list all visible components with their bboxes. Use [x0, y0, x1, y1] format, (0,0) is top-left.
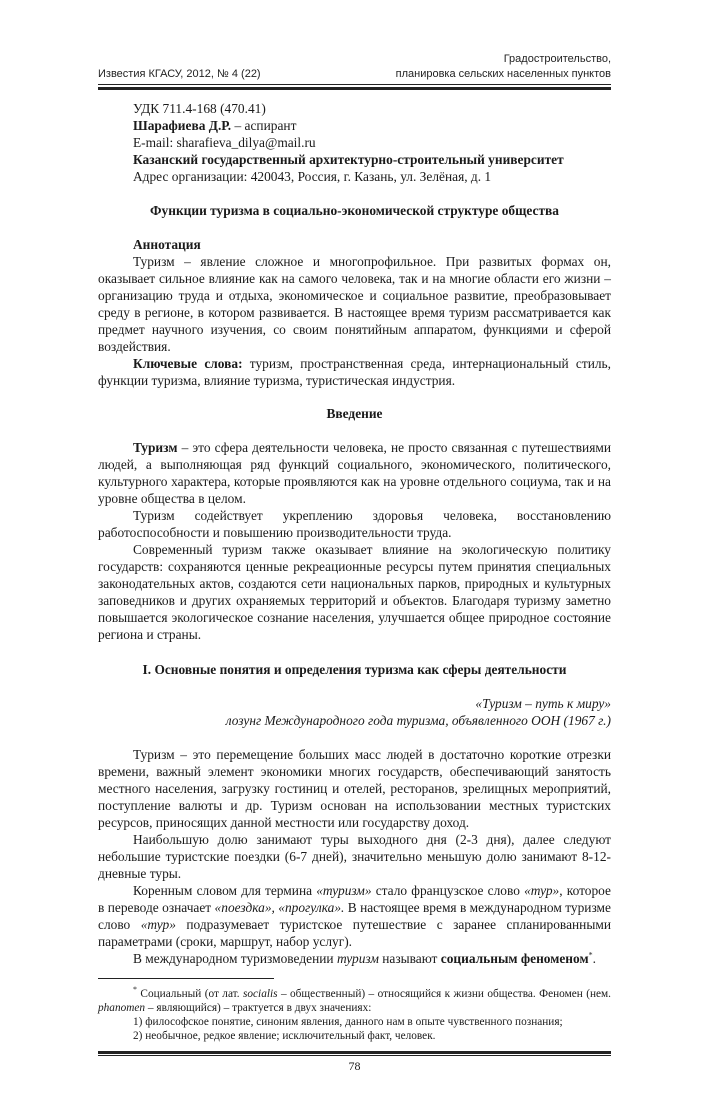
article-title: Функции туризма в социально-экономической структуре общества [150, 203, 559, 218]
section1-heading: I. Основные понятия и определения туризма как сферы деятельности [142, 662, 567, 677]
section-header [396, 52, 611, 82]
fn-german-term: phanomen [98, 1002, 146, 1014]
intro-paragraph-2: Туризм содействует укреплению здоровья человека, восстановлению работоспособности и повышению производительности труда. [98, 508, 611, 540]
running-header [98, 52, 611, 82]
footer-rules [98, 1051, 611, 1056]
author-name: Шарафиева Д.Р. [133, 118, 232, 133]
footer-rule-thick [98, 1051, 611, 1054]
header-rule-thick [98, 87, 611, 90]
intro-section [98, 439, 611, 643]
organization: Казанский государственный архитектурно-строительный университет [133, 152, 564, 167]
keywords-list: туризм, пространственная среда, интернациональный стиль, функции туризма, влияние туризма, туристическая индустрия. [98, 356, 611, 388]
fn-text-b: – общественный) – относящийся к жизни общества. Феномен (нем. [277, 988, 611, 1000]
author-line [133, 117, 611, 134]
udk-code: УДК 711.4-168 (470.41) [133, 101, 266, 116]
p4-text-a: В международном туризмоведении [133, 951, 337, 966]
footnote-mark: * [133, 985, 137, 995]
p3-text-a: Коренным словом для термина [133, 883, 317, 898]
journal-header: Известия КГАСУ, 2012, № 4 (22) [98, 68, 261, 80]
p3-term-trip: «поездка», «прогулка». [214, 900, 345, 915]
section1-body [98, 746, 611, 967]
footnote [98, 987, 611, 1043]
footnote-item-1: 1) философское понятие, синоним явления, данного нам в опыте чувственного познания; [133, 1016, 563, 1028]
page-number: 78 [348, 1059, 361, 1073]
section-header-line1: Градостроительство, [503, 53, 611, 65]
footnote-item-2: 2) необычное, редкое явление; исключительный факт, человек. [133, 1030, 436, 1042]
p3-text-e: подразумевает туристское путешествие с заранее спланированными параметрами (сроки, маршрут, набор услуг). [98, 917, 611, 949]
p3-term-tour-2: «тур» [140, 917, 176, 932]
footnote-separator [98, 978, 274, 979]
section1-paragraph-3 [98, 882, 611, 950]
fn-latin-term: socialis [243, 988, 278, 1000]
intro-term: Туризм [133, 440, 178, 455]
p3-text-b: стало французское слово [371, 883, 525, 898]
header-rules [98, 84, 611, 90]
epigraph-source: лозунг Международного года туризма, объявленного ООН (1967 г.) [225, 713, 611, 728]
abstract-section [98, 236, 611, 389]
p3-text-d: В настоящее время в международном туризме слово [98, 900, 611, 932]
footnote-text [98, 987, 611, 1015]
section-header-line2: планировка сельских населенных пунктов [395, 68, 611, 80]
intro-p1-text: – это сфера деятельности человека, не просто связанная с путешествиями людей, а выполняющая ряд функций социального, экономического, политического, культурного характера, которые проявляются как на уровне отдельного социума, так и на уровне общества в целом. [98, 440, 611, 506]
fn-text-a: Социальный (от лат. [137, 988, 243, 1000]
article-body [98, 100, 611, 1043]
epigraph-quote: «Туризм – путь к миру» [475, 696, 611, 711]
section1-paragraph-2: Наибольшую долю занимают туры выходного дня (2-3 дня), далее следуют небольшие туристские поездки (6-7 дней), значительно меньшую долю занимают 8-12-дневные туры. [98, 832, 611, 881]
intro-heading: Введение [326, 406, 383, 421]
footer-rule-thin [98, 1055, 611, 1056]
keywords-label: Ключевые слова: [133, 356, 243, 371]
abstract-text: Туризм – явление сложное и многопрофильное. При развитых формах он, оказывает сильное влияние как на самого человека, так и на многие области его жизни – организацию труда и отдыха, экономическое и социальное развитие, преобразовывает среду в регионе, в котором развивается. В настоящее время туризм рассматривается как предмет научного изучения, со своим понятийным аппаратом, функциями и сферой воздействия. [98, 254, 611, 354]
author-email: E-mail: sharafieva_dilya@mail.ru [133, 135, 316, 150]
author-role: – аспирант [231, 118, 297, 133]
section1-paragraph-1: Туризм – это перемещение больших масс людей в достаточно короткие отрезки времени, важный элемент экономики многих государств, обеспечивающий занятость местного населения, загрузку гостиниц и отелей, ресторанов, зрелищных мероприятий, поступление валюты и др. Туризм основан на использовании местных туристских ресурсов, приносящих данной местности или государству доход. [98, 747, 611, 830]
epigraph [98, 695, 611, 729]
p3-term-tour: «тур» [524, 883, 560, 898]
fn-text-c: – являющийся) – трактуется в двух значениях: [145, 1002, 372, 1014]
p4-bold-term: социальным феноменом [440, 951, 589, 966]
header-rule-thin [98, 84, 611, 85]
p4-text-b: называют [378, 951, 441, 966]
keywords [98, 355, 611, 389]
p3-text-c: , которое в переводе означает [98, 883, 611, 915]
intro-paragraph-3: Современный туризм также оказывает влияние на экологическую политику государств: сохраняются ценные рекреационные ресурсы путем принятия специальных законодательных актов, создаются сети национальных парков, природных и культурных заповедников и других охраняемых территорий и объектов. Благодаря туризму заметно повышается экологическое сознание населения, улучшается общее природное состояние региона и страны. [98, 542, 611, 642]
p3-term-tourism: «туризм» [316, 883, 372, 898]
intro-paragraph-1 [98, 439, 611, 507]
article-meta [98, 100, 611, 185]
footnote-ref[interactable]: * [588, 950, 593, 960]
p4-term: туризм [336, 951, 379, 966]
p4-end: . [592, 951, 596, 966]
organization-address: Адрес организации: 420043, Россия, г. Казань, ул. Зелёная, д. 1 [133, 169, 492, 184]
abstract-heading: Аннотация [133, 237, 201, 252]
document-page [98, 0, 611, 1094]
section1-paragraph-4 [98, 950, 611, 967]
